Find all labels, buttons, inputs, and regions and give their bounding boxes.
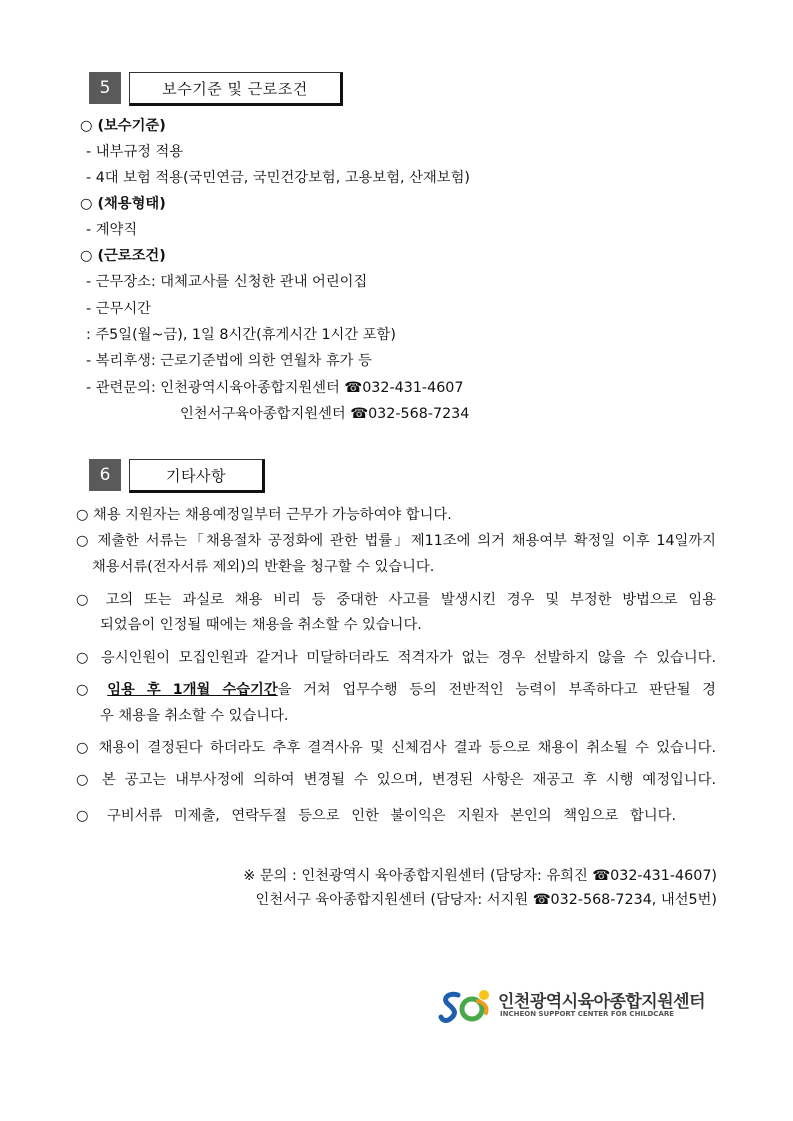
list-item-continuation: 채용서류(전자서류 제외)의 반환을 청구할 수 있습니다. (92, 559, 435, 575)
section-number: 5 (89, 72, 121, 104)
list-item: ○ 응시인원이 모집인원과 같거나 미달하더라도 적격자가 없는 경우 선발하지 않을 수 있습니다. (76, 650, 716, 666)
list-item-text: 을 거쳐 업무수행 등의 전반적인 능력이 부족하다고 판단될 경 (277, 682, 716, 698)
list-item: ○ 채용이 결정된다 하더라도 추후 결격사유 및 신체검사 결과 등으로 채용이 취소될 수 있습니다. (76, 740, 716, 756)
list-item: - 관련문의: 인천광역시육아종합지원센터 ☎032-431-4607 (86, 380, 464, 396)
contact-line-1: ※ 문의 : 인천광역시 육아종합지원센터 (담당자: 유희진 ☎032-431-4607) (243, 868, 717, 884)
list-item: 인천서구육아종합지원센터 ☎032-568-7234 (180, 406, 470, 422)
list-item: - 근무장소: 대체교사를 신청한 관내 어린이집 (86, 274, 368, 290)
list-item: - 내부규정 적용 (86, 144, 184, 160)
list-item: - 계약직 (86, 222, 138, 238)
list-item: : 주5일(월~금), 1일 8시간(휴게시간 1시간 포함) (86, 327, 396, 343)
logo-name-korean: 인천광역시육아종합지원센터 (498, 992, 705, 1012)
center-logo (438, 987, 718, 1027)
list-item: ○ 채용 지원자는 채용예정일부터 근무가 가능하여야 합니다. (76, 507, 452, 523)
emphasis-probation: 임용 후 1개월 수습기간 (107, 682, 278, 698)
logo-mark-icon (438, 987, 496, 1025)
list-item: ○ 제출한 서류는「채용절차 공정화에 관한 법률」제11조에 의거 채용여부 확정일 이후 14일까지 (76, 533, 716, 549)
list-item: - 복리후생: 근로기준법에 의한 연월차 휴가 등 (86, 353, 372, 369)
heading-employment-type: ○ (채용형태) (80, 196, 166, 212)
contact-line-2: 인천서구 육아종합지원센터 (담당자: 서지원 ☎032-568-7234, 내선5번) (255, 892, 717, 908)
list-item-continuation: 우 채용을 취소할 수 있습니다. (100, 708, 289, 724)
logo-name-english: INCHEON SUPPORT CENTER FOR CHILDCARE (500, 1010, 675, 1018)
section-number: 6 (89, 459, 121, 491)
bullet: ○ (76, 682, 108, 698)
list-item (76, 680, 716, 700)
list-item: ○ 구비서류 미제출, 연락두절 등으로 인한 불이익은 지원자 본인의 책임으로 합니다. (76, 808, 676, 824)
list-item-continuation: 되었음이 인정될 때에는 채용을 취소할 수 있습니다. (100, 617, 422, 633)
list-item: - 근무시간 (86, 301, 151, 317)
list-item: ○ 고의 또는 과실로 채용 비리 등 중대한 사고를 발생시킨 경우 및 부정한 방법으로 임용 (76, 592, 716, 608)
list-item: - 4대 보험 적용(국민연금, 국민건강보험, 고용보험, 산재보험) (86, 170, 470, 186)
section-6-header (89, 459, 265, 493)
heading-working-conditions: ○ (근로조건) (80, 248, 166, 264)
section-5-header (89, 72, 343, 106)
heading-pay-standard: ○ (보수기준) (80, 118, 166, 134)
section-title: 기타사항 (129, 459, 265, 493)
section-title: 보수기준 및 근로조건 (129, 72, 343, 106)
list-item: ○ 본 공고는 내부사정에 의하여 변경될 수 있으며, 변경된 사항은 재공고 후 시행 예정입니다. (76, 772, 716, 788)
